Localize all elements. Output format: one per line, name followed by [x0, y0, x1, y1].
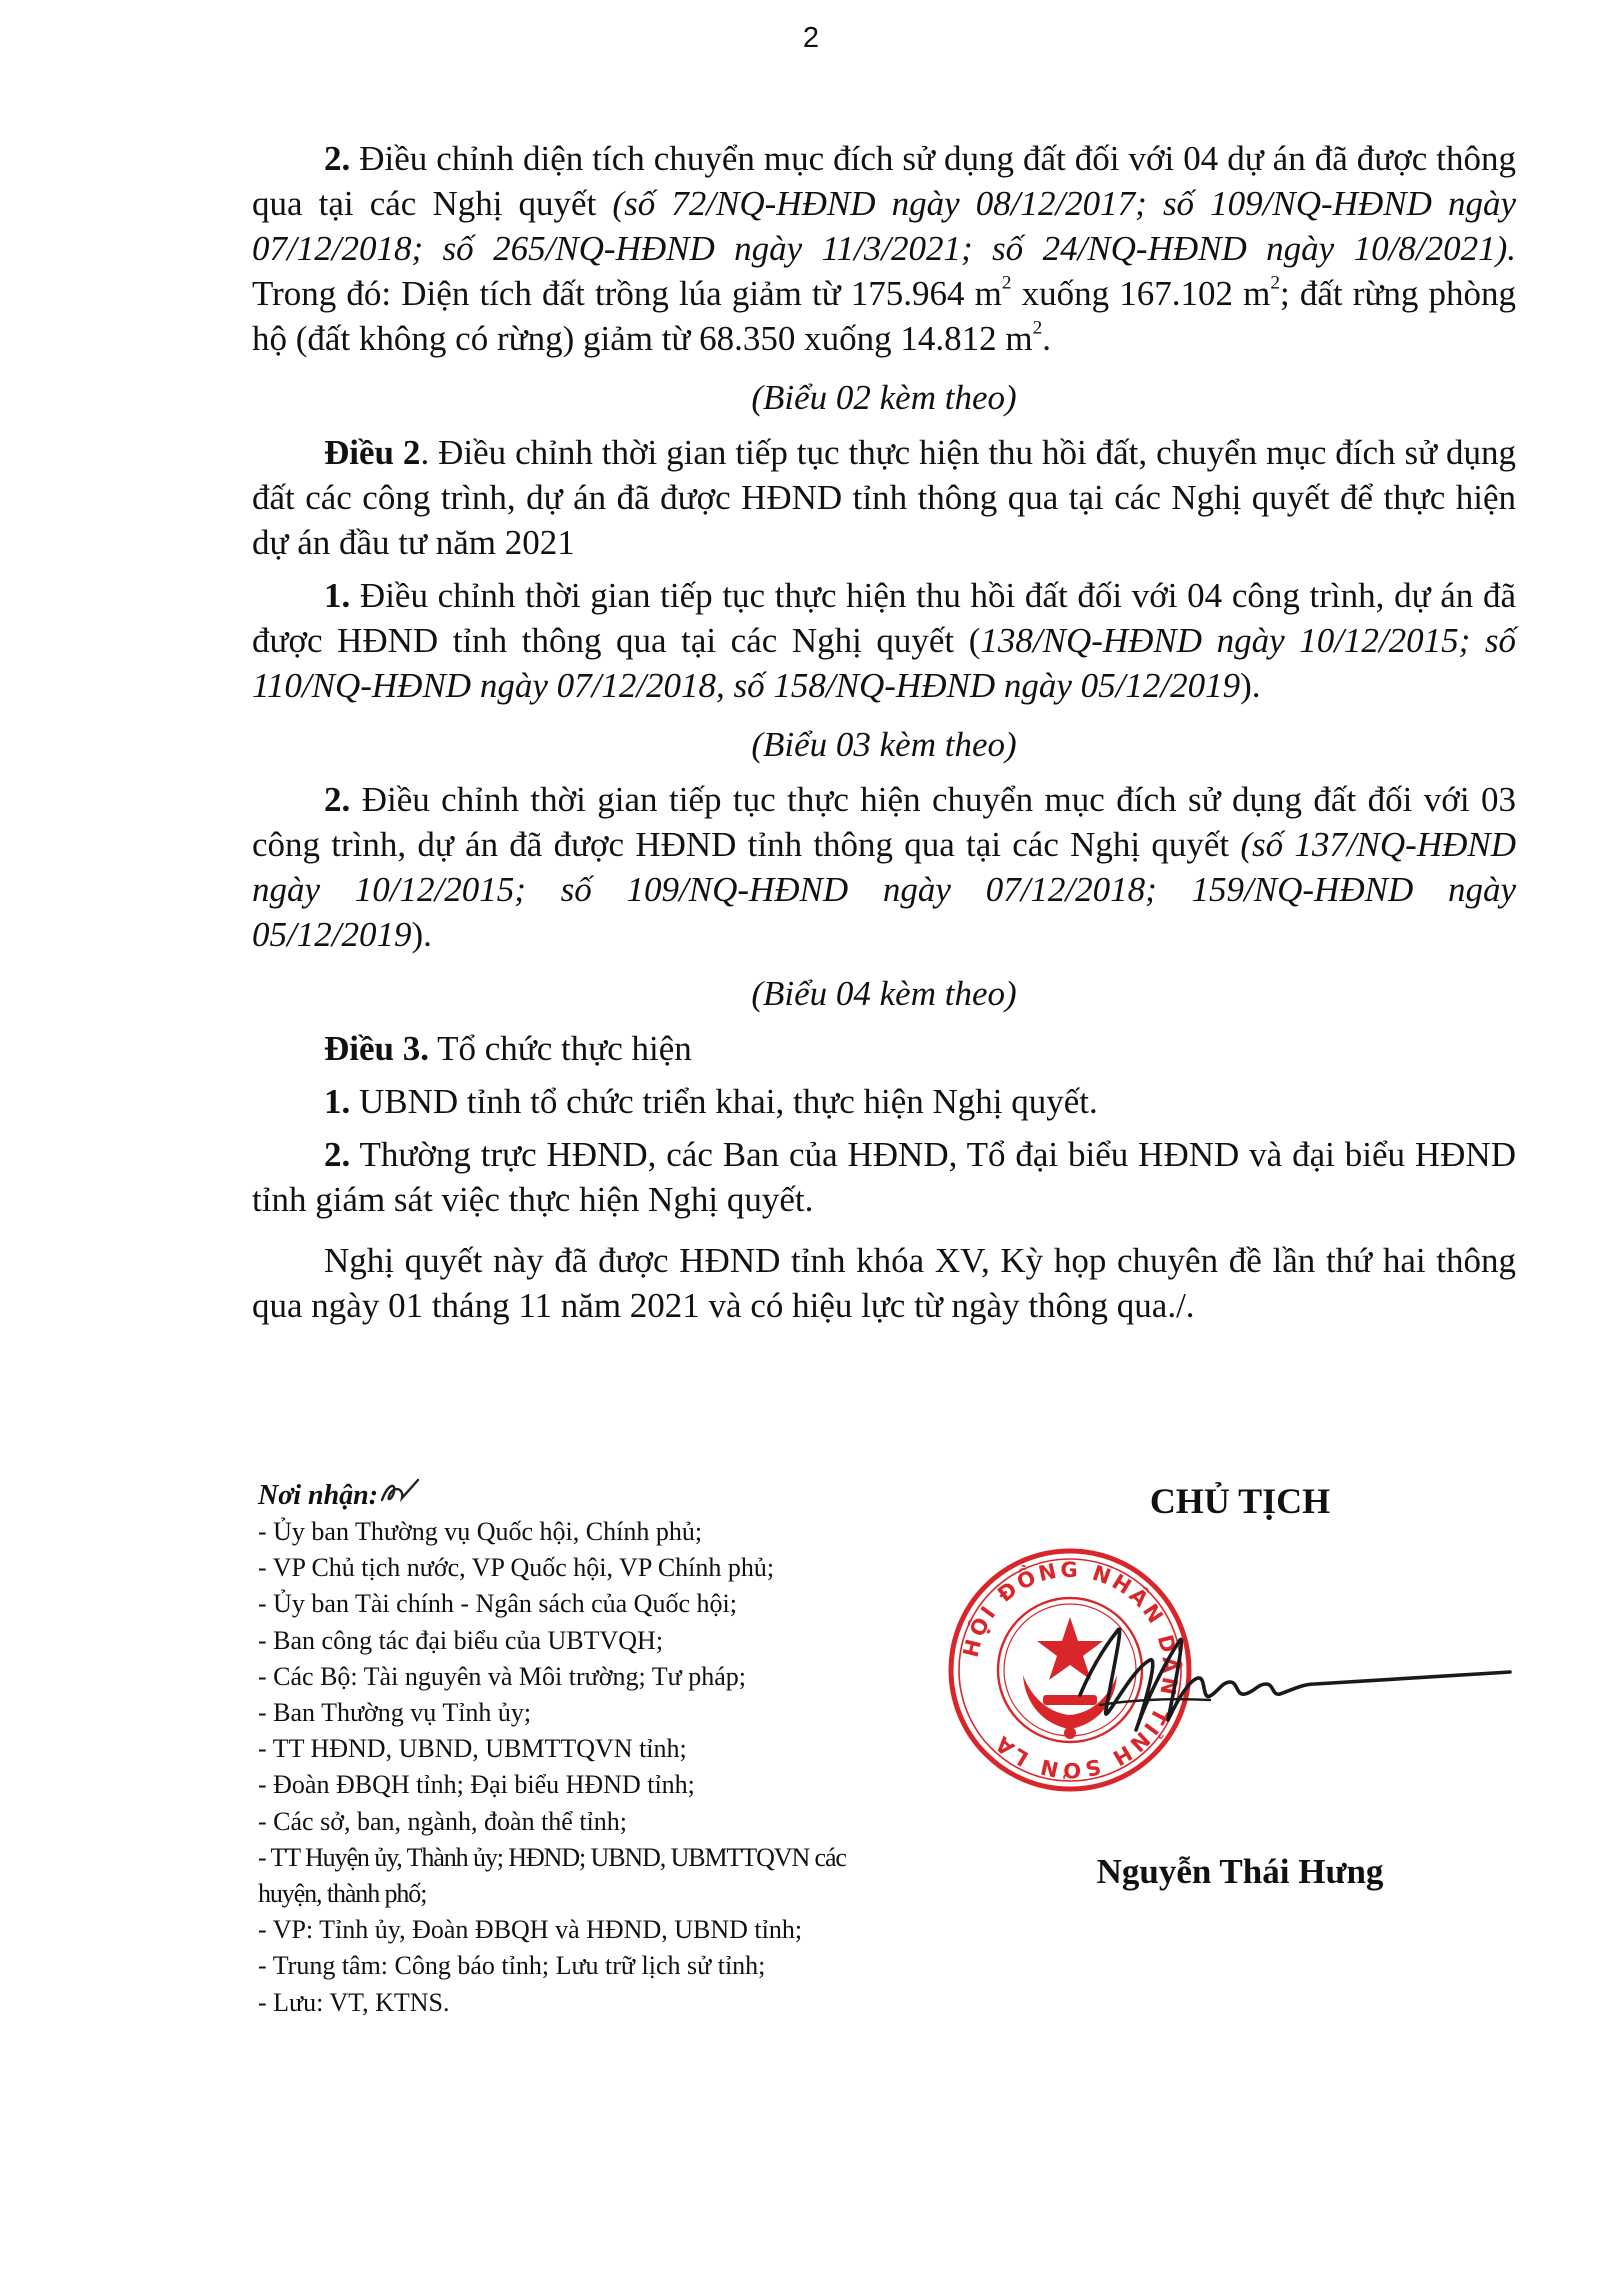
recipient-item: - Ủy ban Tài chính - Ngân sách của Quốc hội;	[258, 1589, 737, 1619]
recipient-item: - Trung tâm: Công báo tỉnh; Lưu trữ lịch sử tỉnh;	[258, 1951, 766, 1981]
item-number: 2.	[324, 139, 351, 178]
article-2: Điều 2. Điều chỉnh thời gian tiếp tục thực hiện thu hồi đất, chuyển mục đích sử dụng đất các công trình, dự án đã được HĐND tỉnh thông qua tại các Nghị quyết để thực hiện dự án đầu tư năm 2021	[252, 433, 1517, 562]
recipients-block	[258, 1478, 978, 2021]
seal-text: HỘI ĐỒNG NHÂN DÂN TỈNH SƠN LA	[958, 1557, 1183, 1783]
signature-icon	[1040, 1600, 1540, 1750]
recipient-item: - Các Bộ: Tài nguyên và Môi trường; Tư pháp;	[258, 1661, 746, 1691]
recipient-item: - TT Huyện ủy, Thành ủy; HĐND; UBND, UBMTTQVN các	[258, 1842, 846, 1872]
recipient-item: - TT HĐND, UBND, UBMTTQVN tỉnh;	[258, 1734, 687, 1764]
article2-item1: 1. Điều chỉnh thời gian tiếp tục thực hiện thu hồi đất đối với 04 công trình, dự án đã được HĐND tỉnh thông qua tại các Nghị quyết (138/NQ-HĐND ngày 10/12/2015; số 110/NQ-HĐND ngày 07/12/2018, số 158/NQ-HĐND ngày 05/12/2019).	[252, 576, 1516, 705]
initials-mark-icon	[378, 1478, 420, 1508]
article-3-label: Điều 3.	[324, 1029, 429, 1068]
recipient-item: - Lưu: VT, KTNS.	[258, 1987, 450, 2017]
recipient-item: huyện, thành phố;	[258, 1879, 427, 1909]
annex-04-note: (Biểu 04 kèm theo)	[751, 974, 1017, 1013]
signer-title: CHỦ TỊCH	[1149, 1481, 1331, 1521]
recipient-item: - VP: Tỉnh ủy, Đoàn ĐBQH và HĐND, UBND tỉnh;	[258, 1915, 803, 1945]
recipients-title: Nơi nhận:	[258, 1478, 978, 1514]
article1-item2: 2. Điều chỉnh diện tích chuyển mục đích sử dụng đất đối với 04 dự án đã được thông qua tại các Nghị quyết (số 72/NQ-HĐND ngày 08/12/2017; số 109/NQ-HĐND ngày 07/12/2018; số 265/NQ-HĐND ngày 11/3/2021; số 24/NQ-HĐND ngày 10/8/2021). Trong đó: Diện tích đất trồng lúa giảm từ 175.964 $m^2$ xuống 167.102 $m^2$; đất rừng phòng hộ (đất không có rừng) giảm từ 68.350 xuống 14.812 $m^2$.	[252, 139, 1517, 358]
page-number: 2	[802, 22, 820, 54]
annex-02-note: (Biểu 02 kèm theo)	[751, 378, 1017, 417]
article2-item2: 2. Điều chỉnh thời gian tiếp tục thực hiện chuyển mục đích sử dụng đất đối với 03 công trình, dự án đã được HĐND tỉnh thông qua tại các Nghị quyết (số 137/NQ-HĐND ngày 10/12/2015; số 109/NQ-HĐND ngày 07/12/2018; 159/NQ-HĐND ngày 05/12/2019).	[252, 780, 1516, 954]
recipient-item: - Các sở, ban, ngành, đoàn thể tỉnh;	[258, 1806, 628, 1836]
article3-item2: 2. Thường trực HĐND, các Ban của HĐND, Tổ đại biểu HĐND và đại biểu HĐND tỉnh giám sát việc thực hiện Nghị quyết.	[252, 1135, 1516, 1219]
signer-name: Nguyễn Thái Hưng	[1096, 1852, 1384, 1891]
item-number: 2.	[324, 780, 351, 819]
article-2-label: Điều 2	[324, 433, 421, 472]
item-number: 1.	[324, 576, 351, 615]
item-number: 1.	[324, 1082, 351, 1121]
closing-paragraph: Nghị quyết này đã được HĐND tỉnh khóa XV, Kỳ họp chuyên đề lần thứ hai thông qua ngày 01 tháng 11 năm 2021 và có hiệu lực từ ngày thông qua./.	[252, 1241, 1516, 1325]
item-number: 2.	[324, 1135, 351, 1174]
article3-item1: 1. UBND tỉnh tổ chức triển khai, thực hiện Nghị quyết.	[324, 1082, 1098, 1121]
recipient-item: - Đoàn ĐBQH tỉnh; Đại biểu HĐND tỉnh;	[258, 1770, 695, 1800]
annex-03-note: (Biểu 03 kèm theo)	[751, 725, 1017, 764]
recipient-item: - Ban công tác đại biểu của UBTVQH;	[258, 1625, 664, 1655]
recipient-item: - Ủy ban Thường vụ Quốc hội, Chính phủ;	[258, 1517, 703, 1546]
article-3: Điều 3. Tổ chức thực hiện	[324, 1029, 692, 1068]
recipient-item: - VP Chủ tịch nước, VP Quốc hội, VP Chính phủ;	[258, 1553, 775, 1583]
document-body	[252, 136, 1516, 1328]
recipient-item: - Ban Thường vụ Tỉnh ủy;	[258, 1698, 532, 1728]
